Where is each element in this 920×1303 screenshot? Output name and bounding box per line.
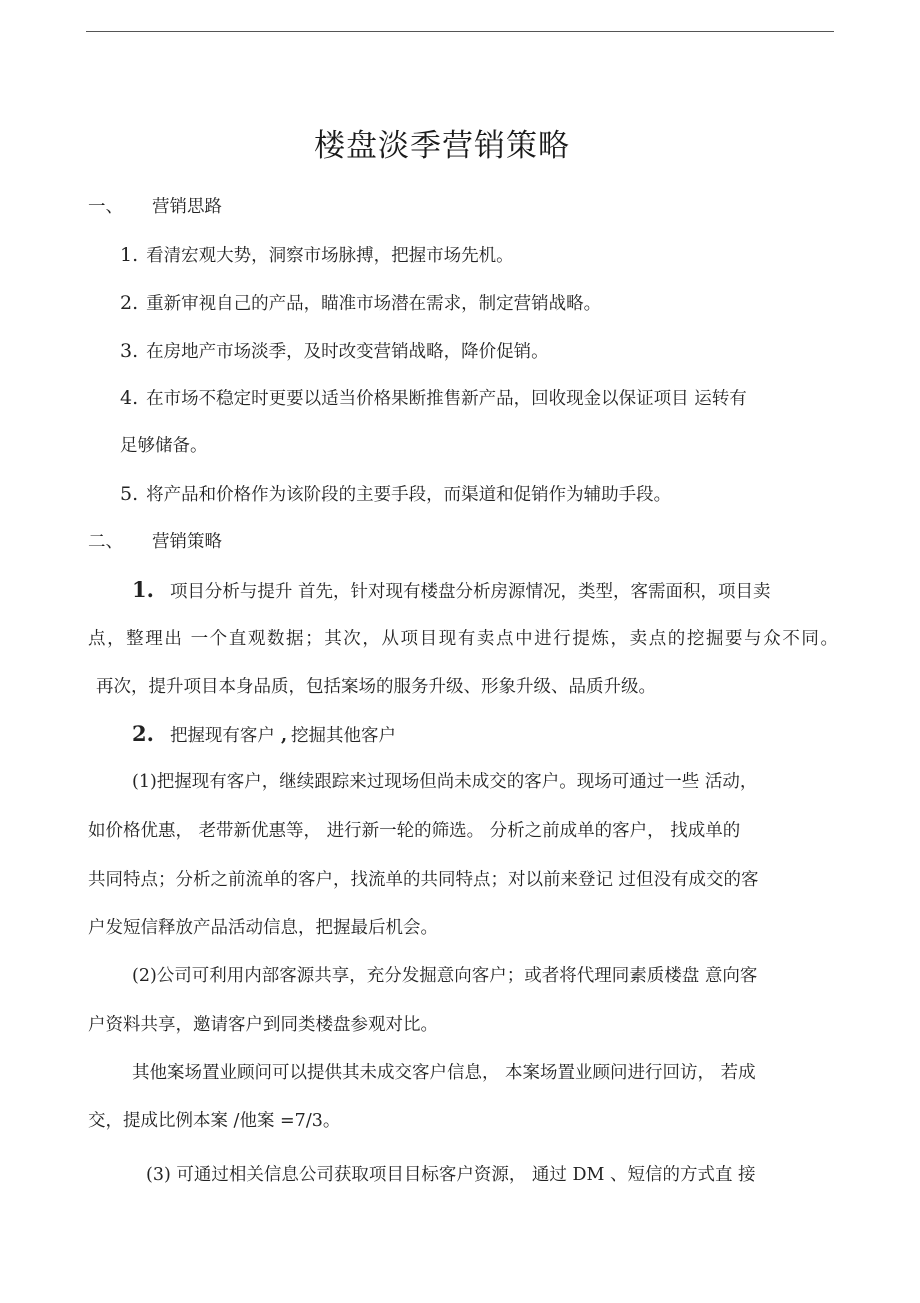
section-heading-2 (88, 530, 222, 554)
list-item (120, 482, 671, 507)
paragraph-text: 项目分析与提升 首先，针对现有楼盘分析房源情况，类型，客需面积，项目卖 (169, 582, 771, 602)
list-item-continuation: 足够储备。 (120, 436, 208, 456)
list-item-text: 将产品和价格作为该阶段的主要手段，而渠道和促销作为辅助手段。 (146, 485, 672, 505)
list-item-text: 看清宏观大势，洞察市场脉搏，把握市场先机。 (146, 246, 514, 266)
list-item-text: 重新审视自己的产品，瞄准市场潜在需求，制定营销战略。 (146, 294, 602, 314)
header-rule (86, 31, 834, 32)
section-index: 二、 (88, 532, 123, 552)
paragraph-line: 交，提成比例本案 /他案 =7/3。 (88, 1111, 341, 1131)
paragraph-line: 如价格优惠， 老带新优惠等， 进行新一轮的筛选。 分析之前成单的客户， 找成单的 (88, 821, 741, 841)
list-item (120, 291, 601, 316)
section-heading-1 (88, 195, 222, 219)
list-item-number: 2. (120, 292, 139, 314)
subsection-text-a: 把握现有客户 (169, 726, 275, 746)
section-index: 一、 (88, 197, 123, 217)
list-item-number: 4. (120, 387, 139, 409)
section-title: 营销思路 (152, 197, 222, 217)
section-title: 营销策略 (152, 532, 222, 552)
paragraph-line: 再次，提升项目本身品质，包括案场的服务升级、形象升级、品质升级。 (96, 677, 656, 697)
paragraph-line: (3) 可通过相关信息公司获取项目目标客户资源， 通过 DM 、短信的方式直 接 (146, 1165, 756, 1185)
list-item-number: 1. (120, 244, 139, 266)
paragraph-line (132, 578, 771, 604)
paragraph-line: 共同特点；分析之前流单的客户，找流单的共同特点；对以前来登记 过但没有成交的客 (88, 870, 759, 890)
paragraph-line: (1)把握现有客户，继续跟踪来过现场但尚未成交的客户。现场可通过一些 活动， (132, 772, 758, 792)
paragraph-number: 2. (132, 721, 154, 746)
paragraph-line: 户发短信释放产品活动信息，把握最后机会。 (88, 918, 438, 938)
paragraph-line: (2)公司可利用内部客源共享，充分发掘意向客户；或者将代理同素质楼盘 意向客 (132, 966, 758, 986)
list-item (120, 243, 514, 268)
list-item-text: 在市场不稳定时更要以适当价格果断推售新产品，回收现金以保证项目 运转有 (146, 389, 747, 409)
list-item-number: 3. (120, 340, 139, 362)
list-item (120, 386, 747, 411)
subsection-comma: , (280, 726, 288, 746)
paragraph-line: 户资料共享，邀请客户到同类楼盘参观对比。 (88, 1015, 438, 1035)
subsection-text-b: 挖掘其他客户 (291, 726, 397, 746)
paragraph-line: 其他案场置业顾问可以提供其未成交客户信息， 本案场置业顾问进行回访， 若成 (132, 1063, 756, 1083)
paragraph-line: 点，整理出 一个直观数据；其次，从项目现有卖点中进行提炼，卖点的挖掘要与众不同。 (88, 629, 838, 649)
document-title: 楼盘淡季营销策略 (314, 128, 570, 164)
list-item-text: 在房地产市场淡季，及时改变营销战略，降价促销。 (146, 342, 549, 362)
list-item (120, 339, 549, 364)
list-item-number: 5. (120, 483, 139, 505)
paragraph-number: 1. (132, 577, 154, 602)
subsection-heading (132, 722, 396, 748)
